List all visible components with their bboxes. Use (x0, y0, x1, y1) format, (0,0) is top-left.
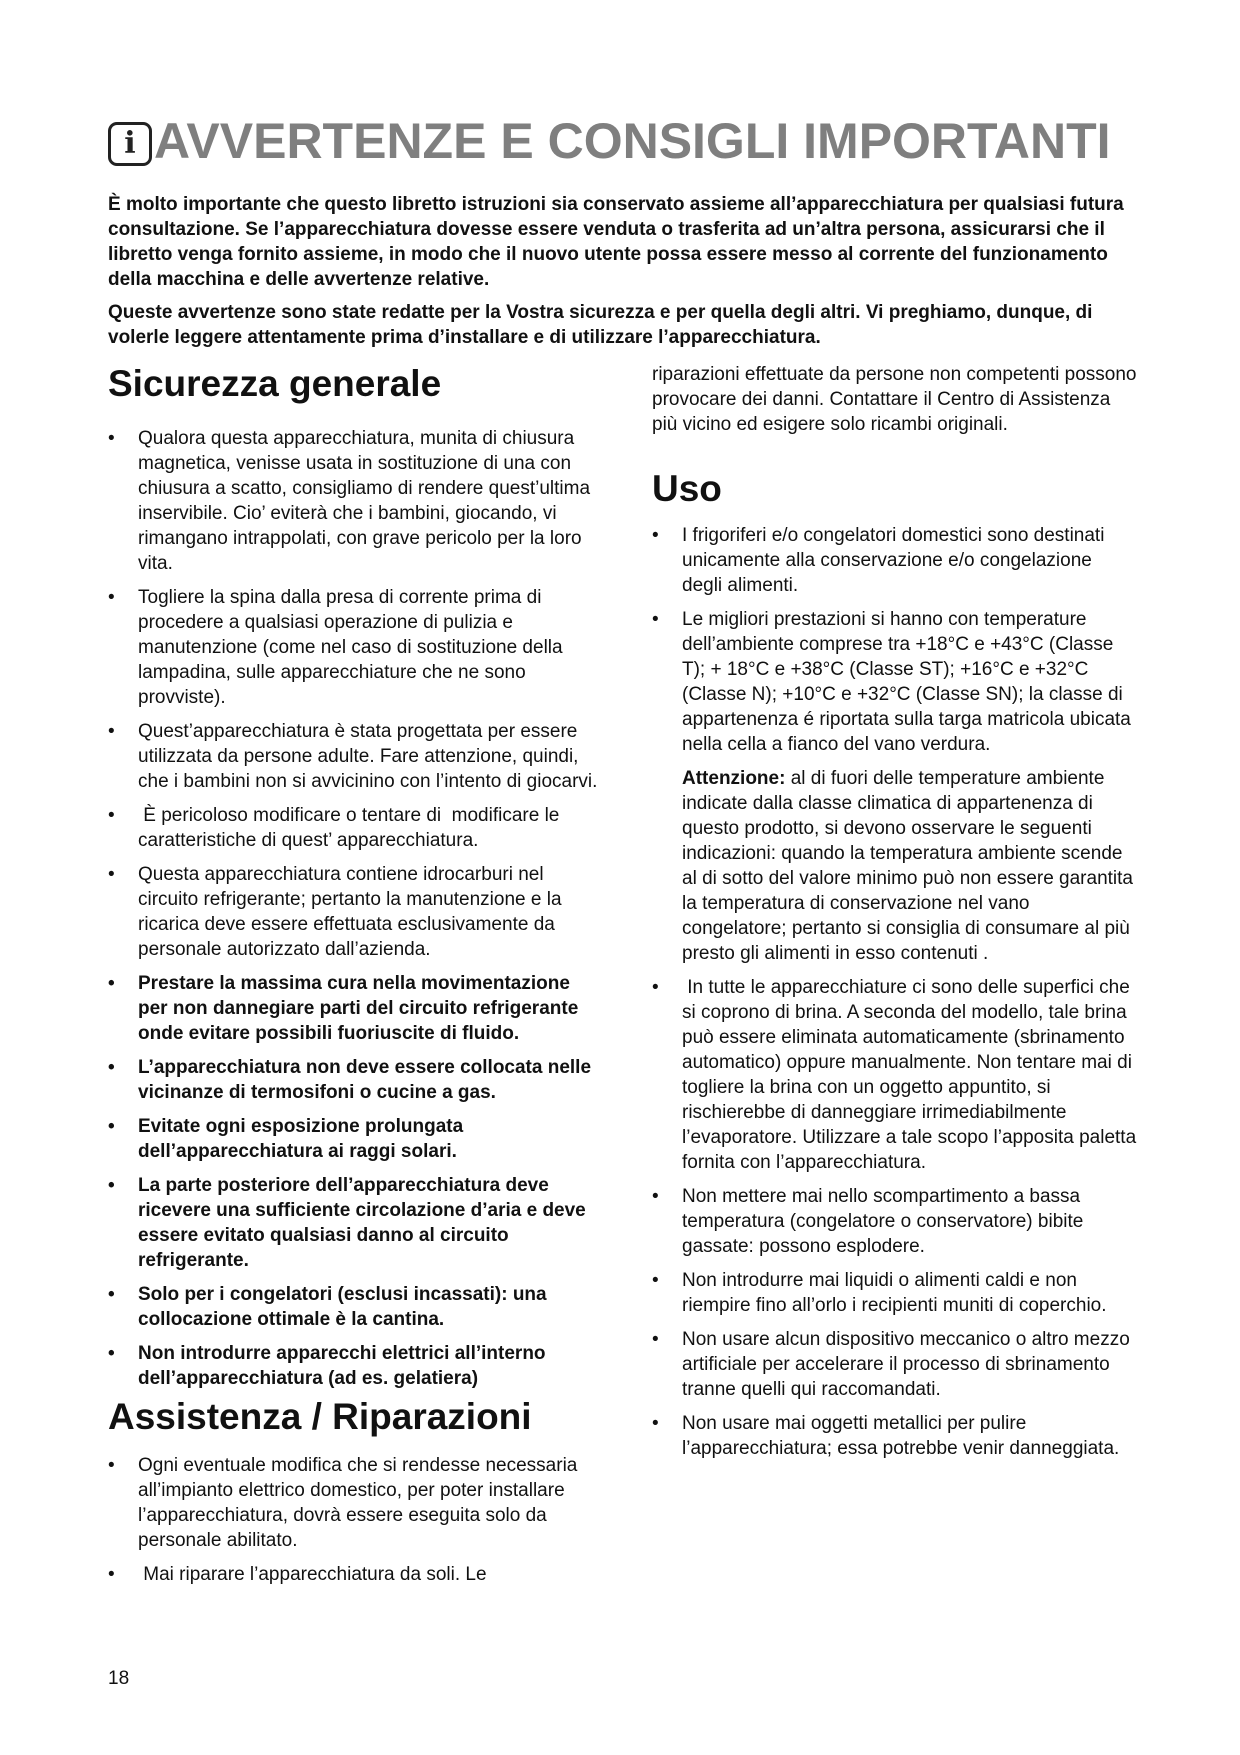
list-item-text: Togliere la spina dalla presa di corrente prima di procedere a qualsiasi operazione di pulizia e manutenzione (come nel caso di sostituzione della lampadina, sulle apparecchiature che ne sono provviste). (138, 587, 563, 708)
bullet: • (652, 1270, 659, 1291)
list-item-text: La parte posteriore dell’apparecchiatura deve ricevere una sufficiente circolazione d’aria e deve essere evitato qualsiasi danno al circuito refrigerante. (138, 1175, 586, 1271)
list-item (108, 426, 598, 576)
bullet: • (652, 609, 659, 630)
list-item-text: Solo per i congelatori (esclusi incassati): una collocazione ottimale è la cantina. (138, 1284, 547, 1330)
assistenza-continuation: riparazioni effettuate da persone non competenti possono provocare dei danni. Contattare il Centro di Assistenza più vicino ed esigere solo ricambi originali. (652, 364, 1137, 435)
bullet: • (108, 721, 115, 742)
uso-list (652, 523, 1137, 757)
bullet: • (652, 525, 659, 546)
bullet: • (108, 1175, 115, 1196)
list-item (652, 1268, 1137, 1318)
list-item (108, 1055, 598, 1105)
list-item-text: Prestare la massima cura nella movimentazione per non dannegiare parti del circuito refrigerante onde evitare possibili fuoriuscite di fluido. (138, 973, 579, 1044)
list-item (652, 607, 1137, 757)
attention-note (652, 766, 1137, 966)
bullet: • (108, 587, 115, 608)
bullet: • (108, 1564, 115, 1585)
page-title: AVVERTENZE E CONSIGLI IMPORTANTI (154, 113, 1111, 169)
list-item (108, 1453, 598, 1553)
intro-paragraph: Queste avvertenze sono state redatte per la Vostra sicurezza e per quella degli altri. Vi preghiamo, dunque, di volerle leggere attentamente prima d’installare e di utilizzare l’apparecchiatura. (108, 302, 1093, 348)
bullet: • (652, 1413, 659, 1434)
attention-label: Attenzione: (682, 768, 786, 789)
list-item-text: Non usare mai oggetti metallici per pulire l’apparecchiatura; essa potrebbe venir danneggiata. (682, 1413, 1120, 1459)
list-item-text: Evitate ogni esposizione prolungata dell’apparecchiatura ai raggi solari. (138, 1116, 464, 1162)
section-heading-uso: Uso (652, 468, 722, 509)
list-item-text: Le migliori prestazioni si hanno con temperature dell’ambiente comprese tra +18°C e +43°C (Classe T); + 18°C e +38°C (Classe ST); +16°C e +32°C (Classe N); +10°C e +32°C (Classe SN); la classe di appartenenza é riportata sulla targa matricola ubicata nella cella a fianco del vano verdura. (682, 609, 1131, 755)
list-item (108, 585, 598, 710)
bullet: • (652, 977, 659, 998)
bullet: • (652, 1329, 659, 1350)
page-title-block (108, 112, 1111, 170)
list-item (652, 1327, 1137, 1402)
attention-text: al di fuori delle temperature ambiente indicate dalla classe climatica di appartenenza di questo prodotto, si devono osservare le seguenti indicazioni: quando la temperatura ambiente scende al di sotto del valore minimo può non essere garantita la temperatura di conservazione nel vano congelatore; pertanto si consiglia di consumare al più presto gli alimenti in esso contenuti . (682, 768, 1133, 964)
sicurezza-list (108, 426, 598, 1391)
section-heading-sicurezza: Sicurezza generale (108, 363, 442, 404)
list-item (652, 975, 1142, 1175)
list-item (108, 971, 598, 1046)
list-item (652, 523, 1137, 598)
list-item (108, 1341, 598, 1391)
list-item-text: Ogni eventuale modifica che si rendesse necessaria all’impianto elettrico domestico, per poter installare l’apparecchiatura, dovrà essere eseguita solo da personale abilitato. (138, 1455, 578, 1551)
list-item-text: Non mettere mai nello scompartimento a bassa temperatura (congelatore o conservatore) bibite gassate: possono esplodere. (682, 1186, 1084, 1257)
bullet: • (652, 1186, 659, 1207)
bullet: • (108, 428, 115, 449)
section-heading-assistenza: Assistenza / Riparazioni (108, 1396, 532, 1437)
list-item (652, 1411, 1137, 1461)
list-item-text: L’apparecchiatura non deve essere collocata nelle vicinanze di termosifoni o cucine a gas. (138, 1057, 592, 1103)
list-item (108, 862, 598, 962)
list-item-text: Qualora questa apparecchiatura, munita di chiusura magnetica, venisse usata in sostituzione di una con chiusura a scatto, consigliamo di rendere quest’ultima inservibile. Cio’ eviterà che i bambini, giocando, vi rimangano intrappolati, con grave pericolo per la loro vita. (138, 428, 591, 574)
left-column (108, 362, 598, 1596)
intro-paragraph: È molto importante che questo libretto istruzioni sia conservato assieme all’apparecchiatura per qualsiasi futura consultazione. Se l’apparecchiatura dovesse essere venduta o trasferita ad un’altra persona, assicurarsi che il libretto venga fornito assieme, in modo che il nuovo utente possa essere messo al corrente del funzionamento della macchina e delle avvertenze relative. (108, 194, 1124, 290)
list-item (108, 803, 598, 853)
list-item-text: Quest’apparecchiatura è stata progettata per essere utilizzata da persone adulte. Fare attenzione, quindi, che i bambini non si avvicinino con l’intento di giocarvi. (138, 721, 598, 792)
list-item-text: Non introdurre mai liquidi o alimenti caldi e non riempire fino all’orlo i recipienti muniti di coperchio. (682, 1270, 1107, 1316)
bullet: • (108, 1116, 115, 1137)
list-item-text: È pericoloso modificare o tentare di modificare le caratteristiche di quest’ apparecchiatura. (138, 805, 565, 851)
list-item (108, 1282, 598, 1332)
list-item (108, 1114, 598, 1164)
bullet: • (108, 1455, 115, 1476)
list-item-text: In tutte le apparecchiature ci sono delle superfici che si coprono di brina. A seconda del modello, tale brina può essere eliminata automaticamente (sbrinamento automatico) oppure manualmente. Non tentare mai di togliere la brina con un oggetto appuntito, si rischierebbe di danneggiare irrimediabilmente l’evaporatore. Utilizzare a tale scopo l’apposita paletta fornita con l’apparecchiatura. (682, 977, 1142, 1173)
list-item-text: I frigoriferi e/o congelatori domestici sono destinati unicamente alla conservazione e/o congelazione degli alimenti. (682, 525, 1105, 596)
list-item-text: Non usare alcun dispositivo meccanico o altro mezzo artificiale per accelerare il processo di sbrinamento tranne quelli qui raccomandati. (682, 1329, 1130, 1400)
assistenza-list (108, 1453, 598, 1587)
list-item (652, 1184, 1137, 1259)
bullet: • (108, 805, 115, 826)
bullet: • (108, 1057, 115, 1078)
info-icon-letter: i (124, 126, 136, 161)
bullet: • (108, 864, 115, 885)
list-item-text: Mai riparare l’apparecchiatura da soli. Le (138, 1564, 487, 1585)
page-number: 18 (108, 1668, 130, 1689)
bullet: • (108, 1343, 115, 1364)
bullet: • (108, 1284, 115, 1305)
right-column (652, 362, 1142, 1470)
uso-list-continued (652, 975, 1142, 1461)
list-item (108, 719, 598, 794)
list-item-text: Questa apparecchiatura contiene idrocarburi nel circuito refrigerante; pertanto la manutenzione e la ricarica deve essere effettuata esclusivamente da personale autorizzato dall’azienda. (138, 864, 562, 960)
list-item-text: Non introdurre apparecchi elettrici all’interno dell’apparecchiatura (ad es. gelatiera) (138, 1343, 546, 1389)
intro (108, 192, 1128, 358)
info-icon (108, 122, 152, 166)
list-item (108, 1173, 598, 1273)
bullet: • (108, 973, 115, 994)
list-item (108, 1562, 598, 1587)
